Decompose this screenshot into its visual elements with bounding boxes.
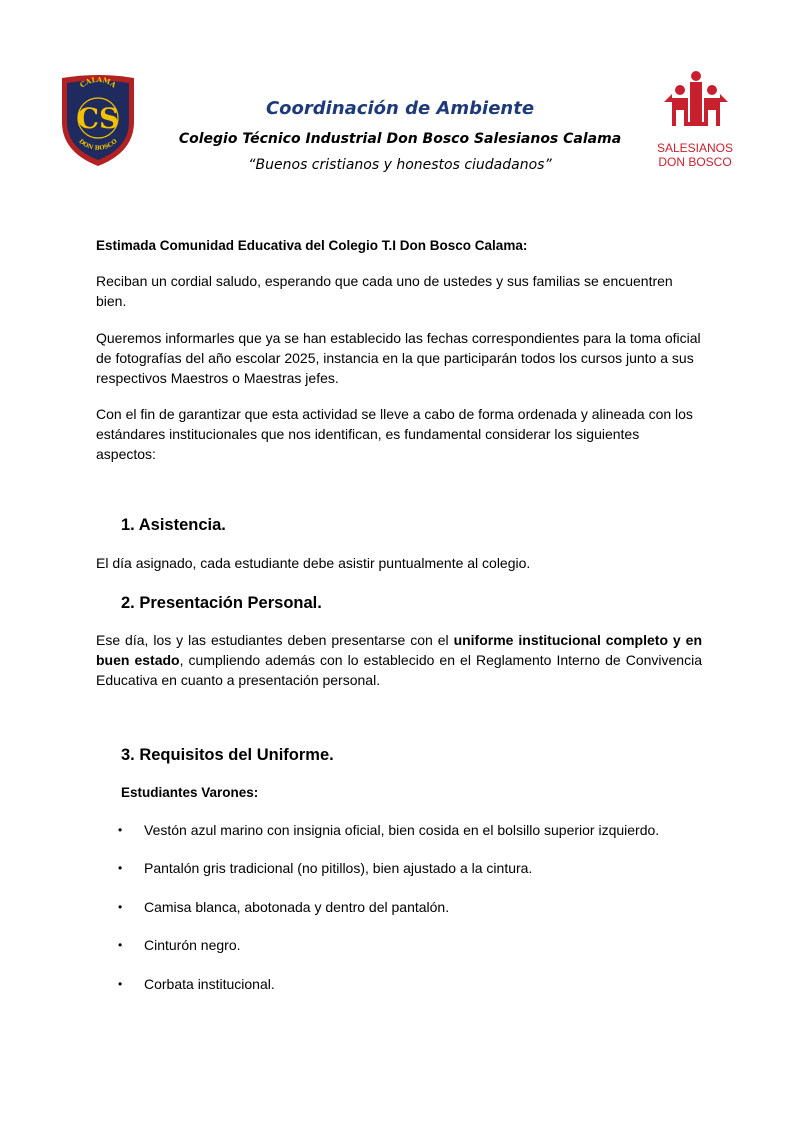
section-heading-presentacion: 2. Presentación Personal.	[121, 594, 322, 612]
school-name: Colegio Técnico Industrial Don Bosco Salesianos Calama	[178, 131, 622, 147]
shield-monogram: CS	[76, 102, 120, 135]
list-item-text: Vestón azul marino con insignia oficial, bien cosida en el bolsillo superior izquierdo.	[144, 822, 660, 838]
salesianos-logo	[650, 68, 740, 176]
presentacion-text-before: Ese día, los y las estudiantes deben presentarse con el	[96, 632, 454, 648]
section-text-presentacion	[96, 630, 702, 690]
section-heading-asistencia: 1. Asistencia.	[121, 516, 226, 534]
school-motto: “Buenos cristianos y honestos ciudadanos”	[248, 157, 552, 173]
logo-text-line1: SALESIANOS	[656, 141, 734, 155]
shield-bottom-text: DON BOSCO	[77, 137, 119, 152]
bullet-icon: •	[118, 938, 123, 952]
page-title: Coordinación de Ambiente	[265, 98, 535, 119]
bullet-icon: •	[118, 977, 123, 991]
section-text-asistencia: El día asignado, cada estudiante debe asistir puntualmente al colegio.	[96, 555, 531, 571]
greeting: Estimada Comunidad Educativa del Colegio T.I Don Bosco Calama:	[96, 238, 528, 253]
list-item-text: Corbata institucional.	[144, 976, 275, 992]
presentacion-text-bold: uniforme institucional completo y en buen estado	[96, 632, 702, 668]
list-item-text: Camisa blanca, abotonada y dentro del pantalón.	[144, 899, 450, 915]
bullet-icon: •	[118, 823, 123, 837]
school-shield-logo	[56, 72, 140, 168]
subheading-varones: Estudiantes Varones:	[121, 785, 259, 800]
paragraph-2: Queremos informarles que ya se han establecido las fechas correspondientes para la toma oficial de fotografías del año escolar 2025, instancia en la que participarán todos los cursos junto a sus respectivos Maestros o Maestras jefes.	[96, 330, 701, 386]
bullet-icon: •	[118, 861, 123, 875]
shield-top-text: CALAMA	[78, 74, 118, 90]
presentacion-text-after: , cumpliendo además con lo establecido en el Reglamento Interno de Convivencia Educativa en cuanto a presentación personal.	[96, 652, 702, 688]
paragraph-1: Reciban un cordial saludo, esperando que cada uno de ustedes y sus familias se encuentren bien.	[96, 273, 673, 309]
list-item-text: Pantalón gris tradicional (no pitillos), bien ajustado a la cintura.	[144, 860, 533, 876]
logo-text-line2: DON BOSCO	[658, 155, 732, 169]
list-item-text: Cinturón negro.	[144, 937, 241, 953]
paragraph-3: Con el fin de garantizar que esta actividad se lleve a cabo de forma ordenada y alineada con los estándares institucionales que nos identifican, es fundamental considerar los siguientes aspectos:	[96, 406, 693, 462]
bullet-icon: •	[118, 900, 123, 914]
section-heading-uniforme: 3. Requisitos del Uniforme.	[121, 746, 334, 764]
